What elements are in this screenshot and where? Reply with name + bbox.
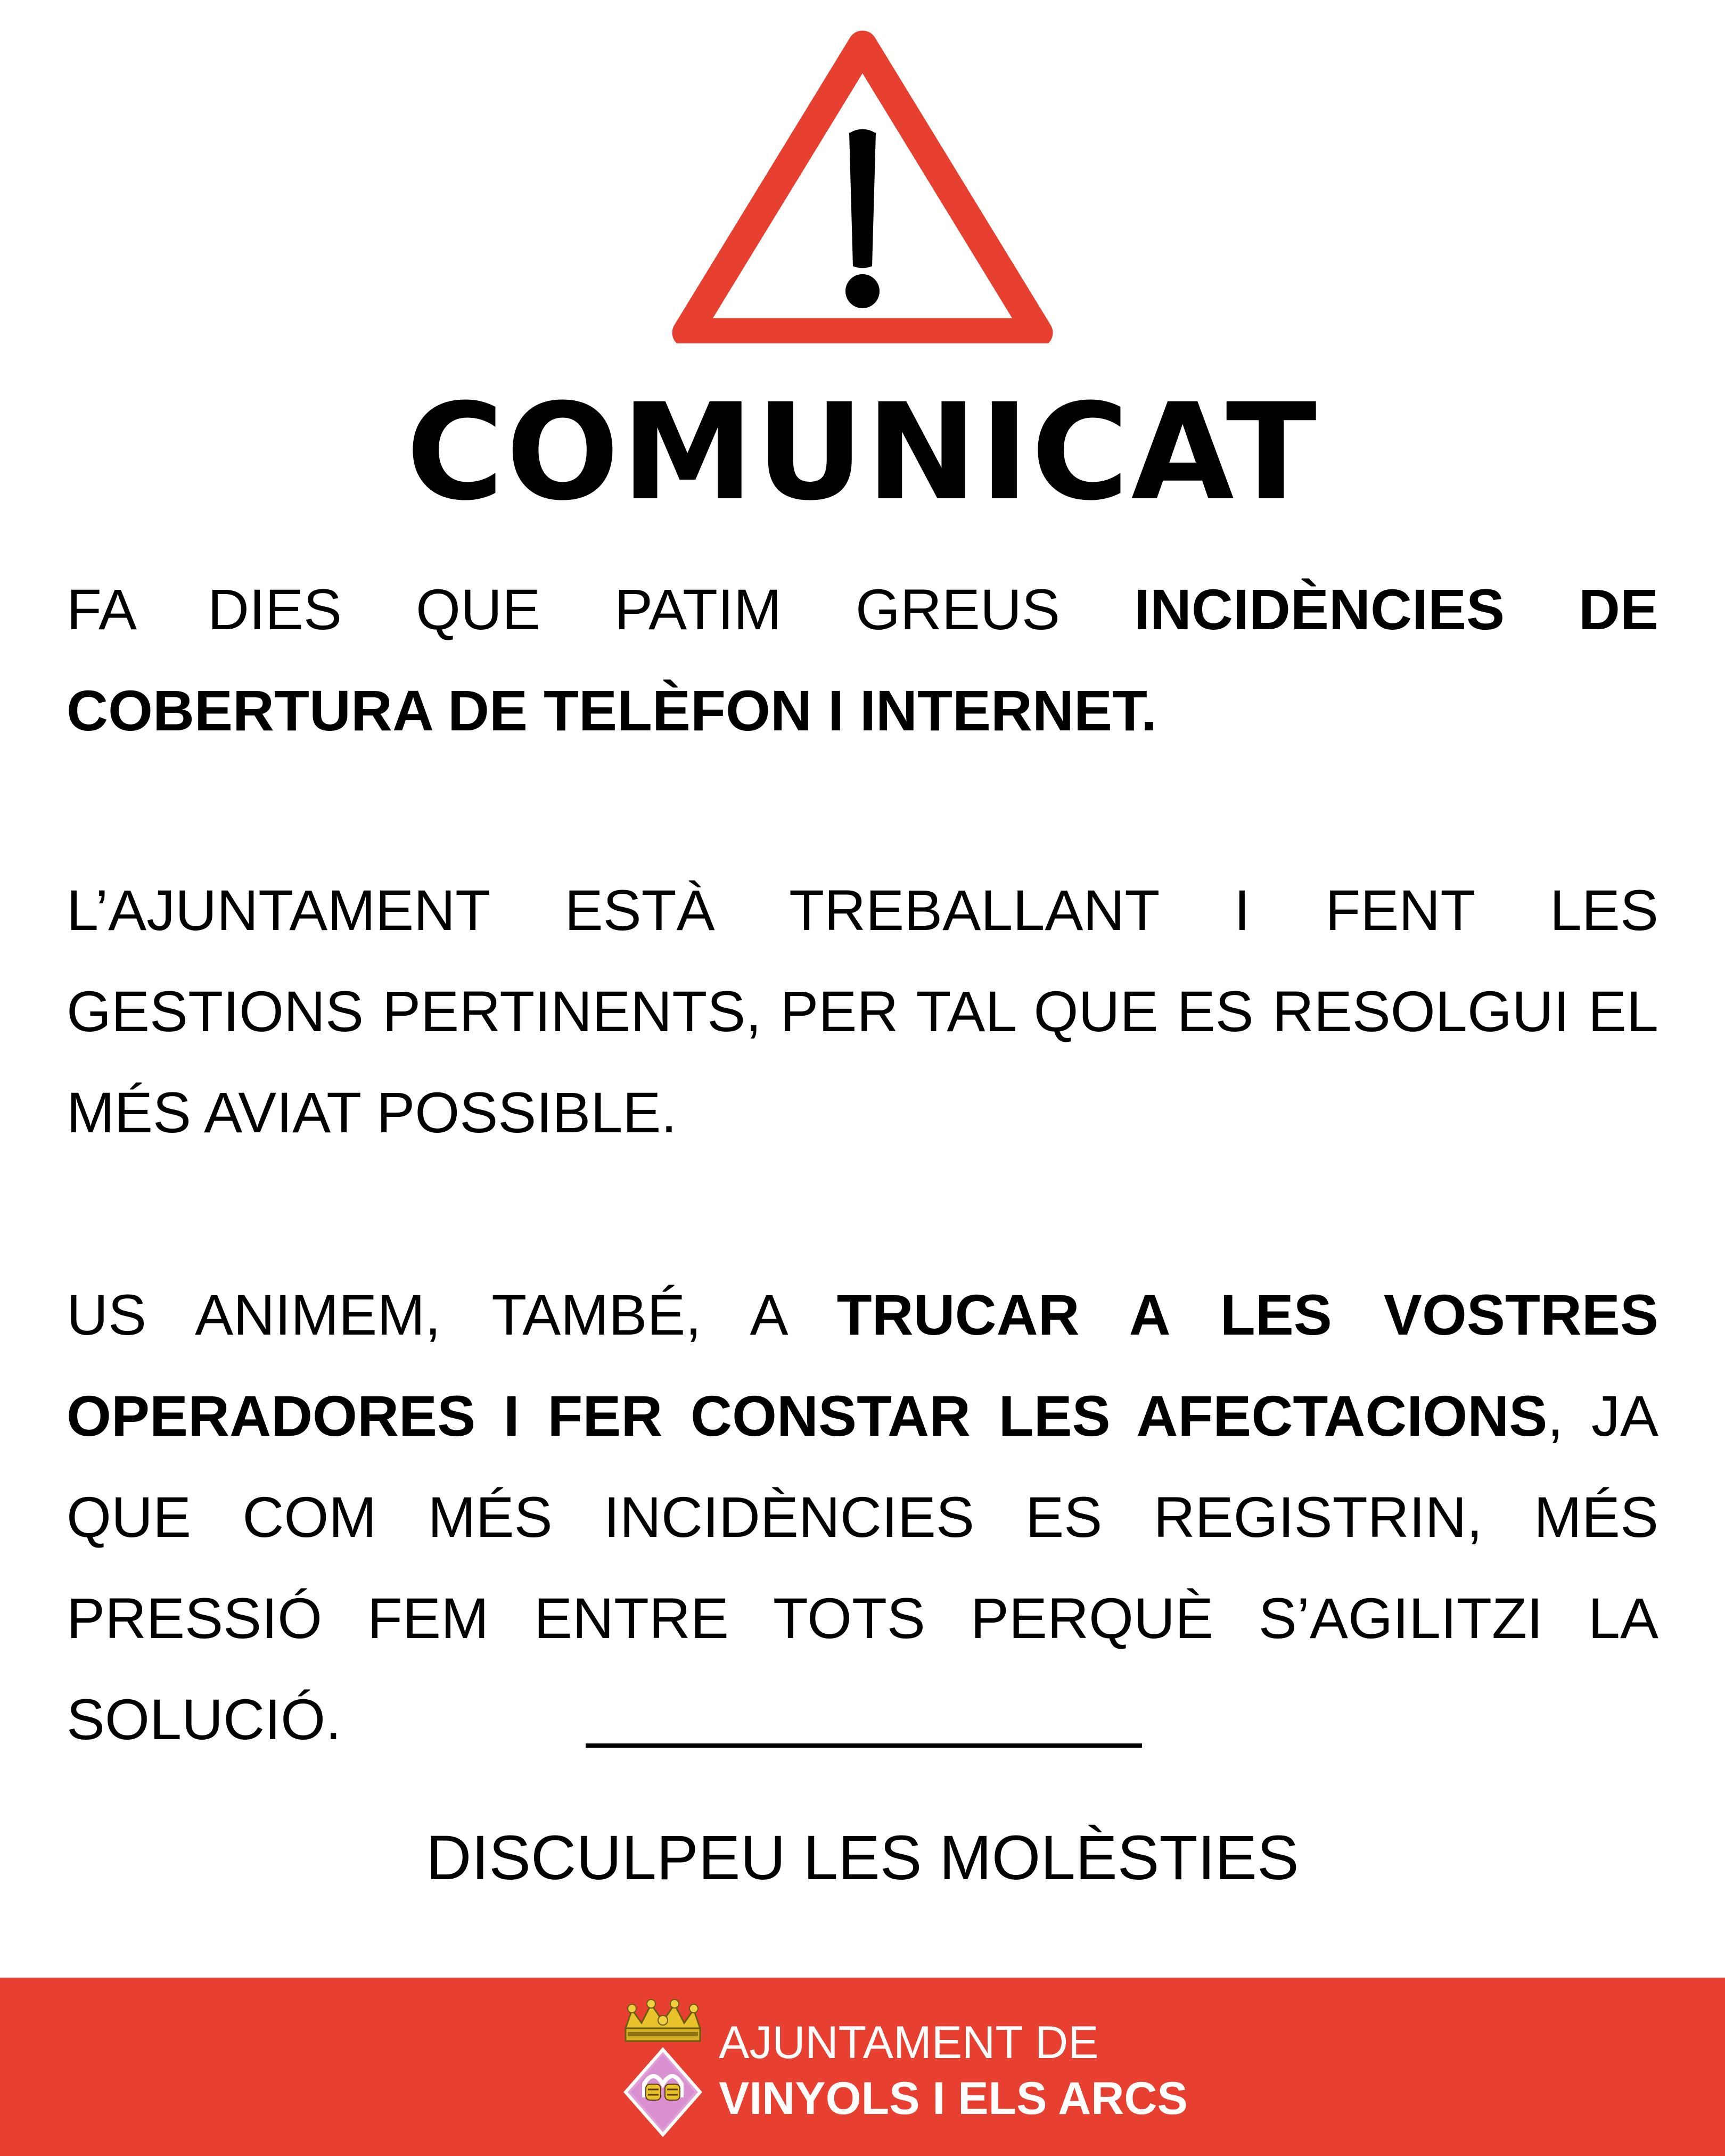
council-name-line1: AJUNTAMENT DE <box>719 2017 1099 2068</box>
shield-icon <box>626 2050 700 2135</box>
signature-divider <box>586 1743 1142 1748</box>
paragraph1-normal-text: FA DIES QUE PATIM GREUS <box>67 577 1134 641</box>
paragraph1-bold-text: INCIDÈNCIES DE COBERTURA DE TELÈFON I INTERNET. <box>67 577 1658 743</box>
paragraph3-after-text: , JA QUE COM MÉS INCIDÈNCIES ES REGISTRIN, MÉS PRESSIÓ FEM ENTRE TOTS PERQUÈ S’AGILITZI LA SOLUCIÓ. <box>67 1384 1658 1751</box>
paragraph-call-operators <box>67 1264 1658 1770</box>
paragraph2-text: L’AJUNTAMENT ESTÀ TREBALLANT I FENT LES GESTIONS PERTINENTS, PER TAL QUE ES RESOLGUI EL MÉS AVIAT POSSIBLE. <box>67 878 1658 1145</box>
exclamation-bar <box>849 129 876 268</box>
footer-banner <box>0 1978 1725 2156</box>
municipal-crest-icon <box>620 1999 705 2143</box>
closing-apology: DISCULPEU LES MOLÈSTIES <box>426 1823 1299 1893</box>
warning-triangle-icon <box>671 24 1054 343</box>
exclamation-dot <box>845 274 880 308</box>
page-title: COMUNICAT <box>406 375 1319 530</box>
council-name <box>719 2015 1188 2127</box>
council-name-line2: VINYOLS I ELS ARCS <box>719 2073 1188 2124</box>
paragraph-council-working <box>67 860 1658 1163</box>
crown-icon <box>626 1999 700 2041</box>
paragraph3-bold-text: TRUCAR A LES VOSTRES OPERADORES I FER CONSTAR LES AFECTACIONS <box>67 1282 1659 1448</box>
paragraph3-before-text: US ANIMEM, TAMBÉ, A <box>67 1282 837 1347</box>
paragraph-coverage-issues <box>67 559 1658 761</box>
